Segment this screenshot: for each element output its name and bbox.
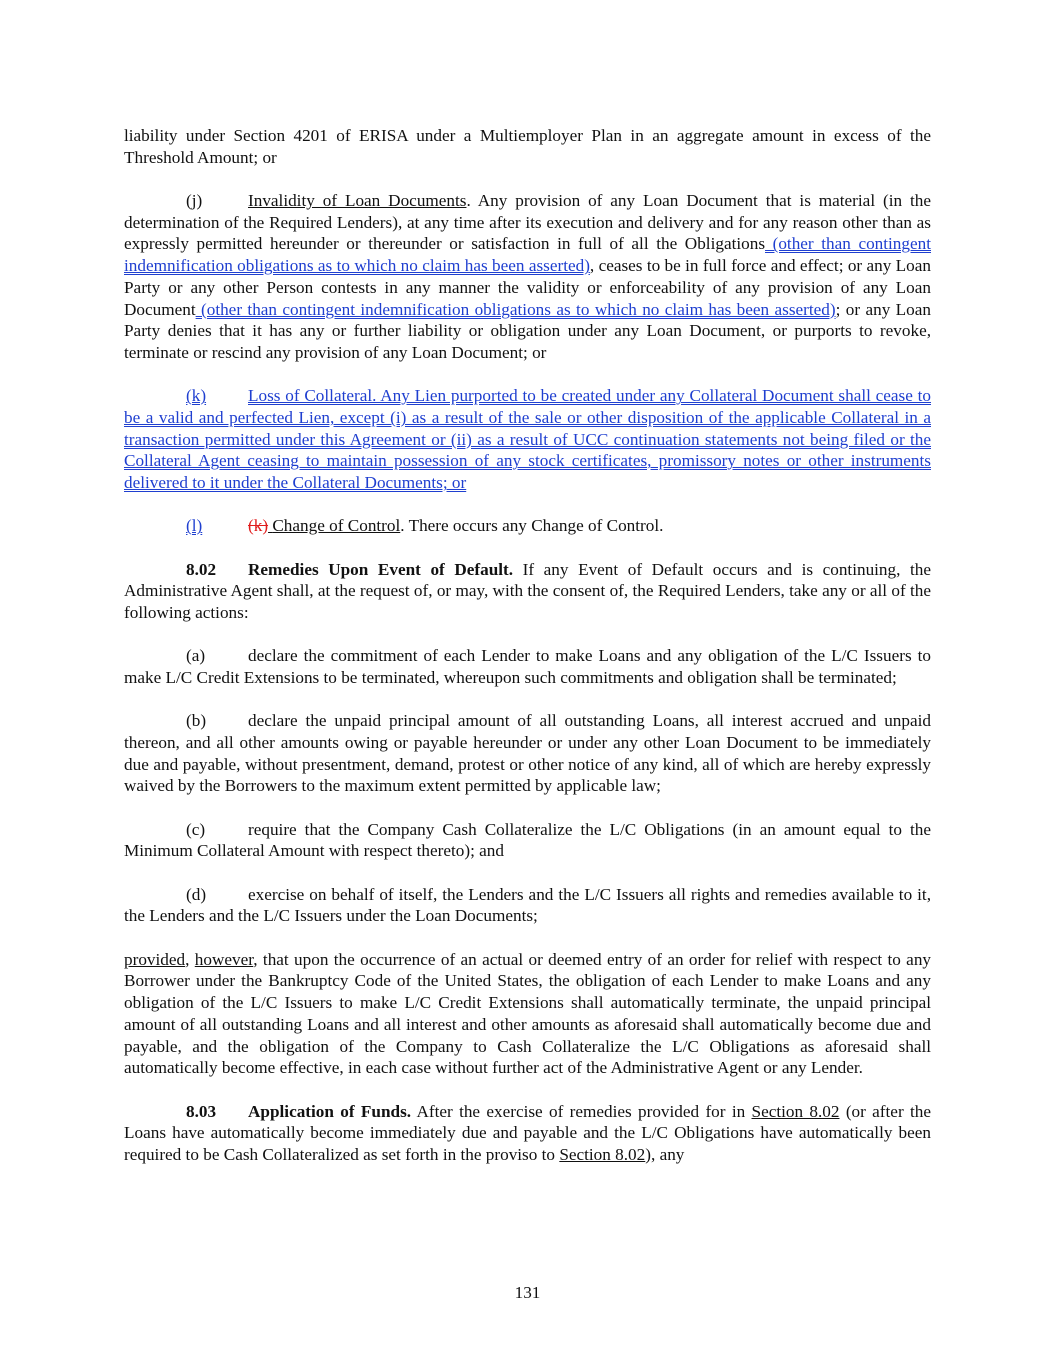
inserted-text: (other than contingent indemnification obligations as to which no claim has been asserted) <box>124 234 931 276</box>
paragraph-text: If any Event of Default occurs and is continuing, the Administrative Agent shall, at the request of, or may, with the consent of, the Required Lenders, take any or all of the following actions: <box>124 559 931 623</box>
paragraph-text: ), any <box>645 1144 685 1164</box>
provided-term: provided <box>124 949 186 969</box>
section-reference: Section 8.02 <box>751 1101 840 1121</box>
item-label: (c) <box>186 819 206 839</box>
however-term: however <box>194 949 254 969</box>
section-heading <box>268 516 400 535</box>
paragraph-text: , ceases to be in full force and effect; or any Loan Party or any other Person contests in any manner the validity or enforceability of any provision of any Loan Document <box>124 256 932 319</box>
paragraph-label <box>186 385 248 407</box>
section-8-02 <box>124 559 931 624</box>
inserted-text: Loss of Collateral. Any Lien purported to be created under any Collateral Document shall cease to be a valid and perfected Lien, except (i) as a result of the sale or other disposition of the applicable Collateral in a transaction permitted under this Agreement or (ii) as a result of UCC continuation statements not being filed or the Collateral Agent ceasing to maintain possession of any stock certificates, promissory notes or other instruments delivered to it under the Collateral Documents; or <box>124 386 931 493</box>
item-label: (a) <box>186 646 206 666</box>
item-label: (d) <box>186 884 207 904</box>
paragraph-text: . There occurs any Change of Control. <box>400 516 664 536</box>
paragraph-text: liability under Section 4201 of ERISA under a Multiemployer Plan in an aggregate amount in excess of the Threshold Amount; or <box>124 126 931 167</box>
list-item-a <box>124 645 931 688</box>
paragraph-text: (or after the Loans have automatically become immediately due and payable and the L/C Obligations have automatically been required to be Cash Collateralized as set forth in the proviso to <box>124 1101 931 1164</box>
paragraph-label: (j) <box>186 191 203 210</box>
paragraph-text: After the exercise of remedies provided for in <box>411 1101 752 1121</box>
section-heading: Invalidity of Loan Documents <box>248 191 467 210</box>
section-heading: Application of Funds. <box>248 1101 412 1121</box>
list-item-c <box>124 819 931 862</box>
item-text: exercise on behalf of itself, the Lenders and the L/C Issuers all rights and remedies available to it, the Lenders and the L/C Issuers under the Loan Documents; <box>124 884 931 926</box>
paragraph-j <box>124 190 931 364</box>
list-item-d <box>124 884 931 927</box>
item-text: require that the Company Cash Collateralize the L/C Obligations (in an amount equal to the Minimum Collateral Amount with respect thereto); and <box>124 819 931 861</box>
item-text: declare the commitment of each Lender to make Loans and any obligation of the L/C Issuers to make L/C Credit Extensions to be terminated, whereupon such commitments and obligation shall be terminated; <box>124 646 931 688</box>
paragraph-k-inserted <box>124 385 931 494</box>
paragraph-l <box>124 515 931 537</box>
paragraph-text: , that upon the occurrence of an actual or deemed entry of an order for relief with respect to any Borrower under the Bankruptcy Code of the United States, the obligation of each Lender to make Loans and any obligation of the L/C Issuers to make L/C Credit Extensions shall automatically terminate, the unpaid principal amount of all outstanding Loans and all interest and other amounts as aforesaid shall automatically become due and payable, and the obligation of the Company to Cash Collateralize the L/C Obligations as aforesaid shall automatically become effective, in each case without further act of the Administrative Agent or any Lender. <box>124 949 932 1078</box>
section-reference: Section 8.02 <box>559 1144 646 1164</box>
section-heading-text: Change of Control <box>272 516 401 536</box>
inserted-label: (k) <box>186 386 207 406</box>
section-number: 8.03 <box>186 1101 217 1121</box>
inserted-label: (l) <box>186 516 203 536</box>
item-label: (b) <box>186 711 207 731</box>
section-heading: Remedies Upon Event of Default. <box>248 559 514 579</box>
section-number: 8.02 <box>186 559 217 579</box>
list-item-b <box>124 710 931 797</box>
page-number: 131 <box>514 1283 541 1302</box>
section-8-03 <box>124 1101 931 1166</box>
paragraph-text: . Any provision of any Loan Document that is material (in the determination of the Required Lenders), at any time after its execution and delivery and for any reason other than as expressly permitted hereunder or thereunder or satisfaction in full of all the Obligations <box>124 191 931 254</box>
document-page <box>124 125 931 1187</box>
paragraph-label <box>186 515 248 537</box>
item-text: declare the unpaid principal amount of all outstanding Loans, all interest accrued and unpaid thereon, and all other amounts owing or payable hereunder or under any other Loan Document to be immediately due and payable, without presentment, demand, protest or other notice of any kind, all of which are hereby expressly waived by the Borrowers to the maximum extent permitted by applicable law; <box>124 711 931 796</box>
inserted-text: (other than contingent indemnification obligations as to which no claim has been asserted) <box>195 299 836 319</box>
deleted-label: (k) <box>248 516 269 536</box>
proviso-paragraph <box>124 949 931 1079</box>
paragraph-i-continuation <box>124 125 931 168</box>
paragraph-text: ; or any Loan Party denies that it has any or further liability or obligation under any Loan Document, or purports to revoke, terminate or rescind any provision of any Loan Document; or <box>124 299 931 362</box>
separator-text: , <box>185 949 195 969</box>
